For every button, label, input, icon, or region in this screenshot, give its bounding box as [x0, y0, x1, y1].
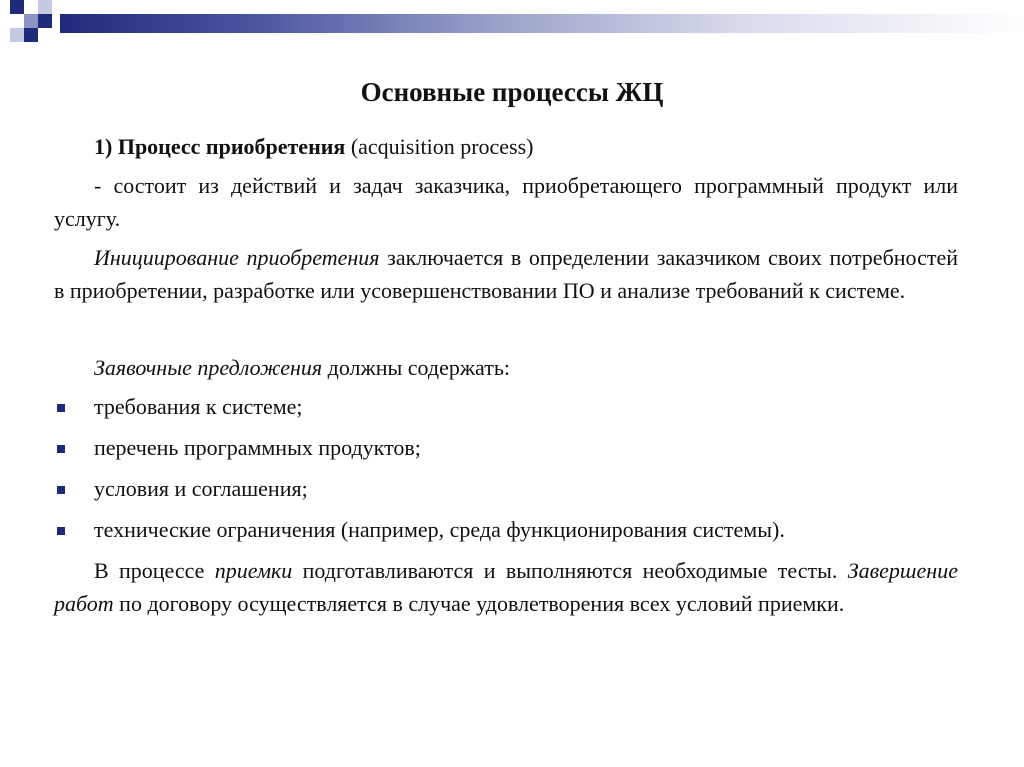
- acceptance-text-3: по договору осуществляется в случае удовлетворения всех условий приемки.: [119, 591, 845, 616]
- slide-content: [54, 130, 958, 626]
- list-item: [54, 513, 958, 546]
- list-item-text: технические ограничения (например, среда функционирования системы).: [94, 517, 785, 542]
- section-heading: [54, 130, 958, 163]
- decor-square: [24, 14, 38, 28]
- square-bullet-icon: [57, 527, 65, 535]
- term-acceptance: приемки: [214, 558, 293, 583]
- paragraph-proposals-text: должны содержать:: [327, 355, 511, 380]
- list-item-text: перечень программных продуктов;: [94, 435, 421, 460]
- list-item: [54, 390, 958, 423]
- paragraph-initiation: [54, 241, 958, 307]
- term-completion: Завершение работ: [54, 558, 958, 616]
- page-title: Основные процессы ЖЦ: [360, 77, 664, 107]
- acceptance-text-2: подготавливаются и выполняются необходимые тесты.: [302, 558, 838, 583]
- paragraph-proposals: [54, 351, 958, 384]
- decor-square: [38, 14, 52, 28]
- header-decoration: [0, 0, 1024, 52]
- list-item-text: требования к системе;: [94, 394, 303, 419]
- square-bullet-icon: [57, 445, 65, 453]
- square-bullet-icon: [57, 486, 65, 494]
- list-item-text: условия и соглашения;: [94, 476, 308, 501]
- term-initiation: Инициирование приобретения: [94, 245, 380, 270]
- acceptance-text-1: В процессе: [94, 558, 205, 583]
- decor-square: [24, 28, 38, 42]
- decor-square: [38, 0, 52, 14]
- section-heading-english: (acquisition process): [350, 134, 534, 159]
- square-bullet-icon: [57, 404, 65, 412]
- list-item: [54, 472, 958, 505]
- section-heading-bold: 1) Процесс приобретения: [94, 134, 346, 159]
- decor-square: [10, 0, 24, 14]
- list-item: [54, 431, 958, 464]
- header-gradient-bar: [60, 14, 1024, 33]
- paragraph-definition: - состоит из действий и задач заказчика, приобретающего программный продукт или услугу.: [54, 173, 958, 231]
- paragraph-acceptance: [54, 554, 958, 620]
- paragraph-initiation-text: заключается в определении заказчиком своих потребностей в приобретении, разработке или усовершенствовании ПО и анализе требований к системе.: [54, 245, 958, 303]
- decor-square: [10, 28, 24, 42]
- term-proposals: Заявочные предложения: [94, 355, 323, 380]
- requirements-list: [54, 390, 958, 546]
